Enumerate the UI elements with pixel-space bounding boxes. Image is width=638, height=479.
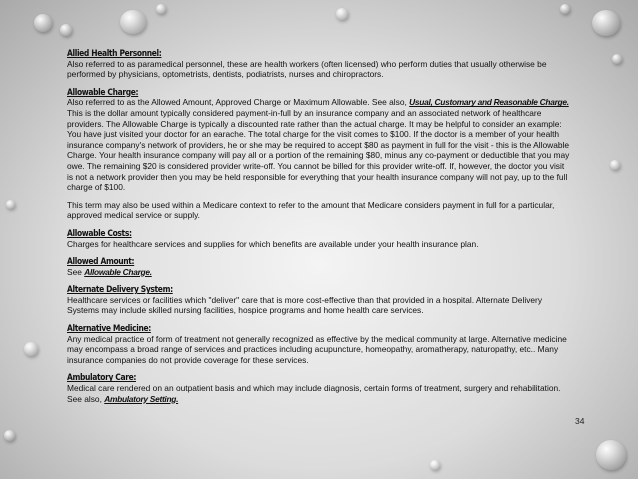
glossary-entry-allowable-charge-medicare-note: [67, 200, 572, 221]
term-definition: Also referred to as paramedical personnel, these are health workers (often licensed) who perform duties that usually otherwise be performed by physicians, optometrists, dentists, podiatrists, nurses and chiropractors.: [67, 58, 547, 80]
water-drop-decoration: [592, 10, 620, 36]
glossary-entry-allowable-charge: [67, 87, 572, 193]
water-drop-decoration: [596, 440, 626, 470]
definition-text: Medical care rendered on an outpatient basis and which may include diagnosis, certain forms of treatment, surgery and rehabilitation. See also,: [67, 383, 561, 404]
water-drop-decoration: [60, 24, 72, 36]
glossary-entry-alternative-medicine: [67, 323, 572, 365]
glossary-entry-allied-health-personnel: [67, 48, 572, 80]
glossary-entry-allowable-costs: [67, 228, 572, 249]
see-also-link[interactable]: Allowable Charge.: [84, 266, 152, 277]
term-heading: Alternate Delivery System:: [67, 284, 173, 295]
term-definition: [67, 97, 572, 192]
term-heading: Alternative Medicine:: [67, 323, 151, 334]
term-definition: This term may also be used within a Medicare context to refer to the amount that Medicare considers payment in full for a particular, approved medical service or supply.: [67, 199, 555, 221]
glossary-entry-ambulatory-care: [67, 372, 572, 404]
water-drop-decoration: [612, 54, 622, 64]
term-definition: Healthcare services or facilities which "deliver" care that is more cost-effective than that provided in a hospital. Alternate Delivery Systems may include skilled nursing facilities, hospice programs and home health care services.: [67, 294, 543, 316]
term-heading: Allied Health Personnel:: [67, 48, 162, 58]
definition-text: Also referred to as the Allowed Amount, Approved Charge or Maximum Allowable. See also,: [67, 97, 410, 108]
water-drop-decoration: [610, 160, 620, 170]
term-heading: Ambulatory Care:: [67, 372, 136, 383]
water-drop-decoration: [156, 4, 166, 14]
definition-text: See: [67, 266, 85, 277]
glossary-entry-alternate-delivery-system: [67, 284, 572, 316]
definition-text: This is the dollar amount typically considered payment-in-full by an insurance company and an associated network of healthcare providers. The Allowable Charge is typically a discounted rate rather than the actual charge. It may be helpful to consider an example: You have just visited your doctor for an earache. The total charge for the visit comes to $100. If the doctor is a member of your health insurance company's network of providers, he or she may be required to accept $80 as payment in full for the visit - this is the Allowable Charge. Your health insurance company will pay all or a portion of the remaining $80, minus any co-payment or deductible that you may owe. The remaining $20 is considered provider write-off. You cannot be billed for this provider write-off. If, however, the doctor you visit is not a network provider then you may be held responsible for everything that your health insurance company will not pay, up to the full charge of $100.: [67, 107, 570, 193]
term-heading: Allowable Charge:: [67, 86, 139, 97]
water-drop-decoration: [4, 430, 15, 441]
term-heading: Allowable Costs:: [67, 227, 132, 238]
water-drop-decoration: [34, 14, 52, 32]
see-also-link[interactable]: Ambulatory Setting.: [104, 393, 179, 404]
page-number: 34: [575, 416, 585, 426]
water-drop-decoration: [24, 342, 38, 356]
water-drop-decoration: [6, 200, 15, 209]
term-definition: Any medical practice of form of treatment not generally recognized as effective by the medical community at large. Alternative medicine may encompass a broad range of services and practices including acupuncture, homeopathy, aromatherapy, naturopathy, etc.. Many insurance companies do not provide coverage for these services.: [67, 333, 567, 365]
glossary-entry-allowed-amount: [67, 256, 572, 277]
glossary-content: [67, 48, 572, 411]
term-definition: [67, 383, 572, 404]
water-drop-decoration: [430, 460, 440, 470]
water-drop-decoration: [560, 4, 570, 14]
term-definition: Charges for healthcare services and supplies for which benefits are available under your health insurance plan.: [67, 238, 479, 249]
water-drop-decoration: [120, 10, 146, 34]
term-heading: Allowed Amount:: [67, 256, 135, 267]
see-also-link[interactable]: Usual, Customary and Reasonable Charge.: [409, 97, 569, 108]
term-definition: [67, 267, 572, 278]
water-drop-decoration: [336, 8, 348, 20]
